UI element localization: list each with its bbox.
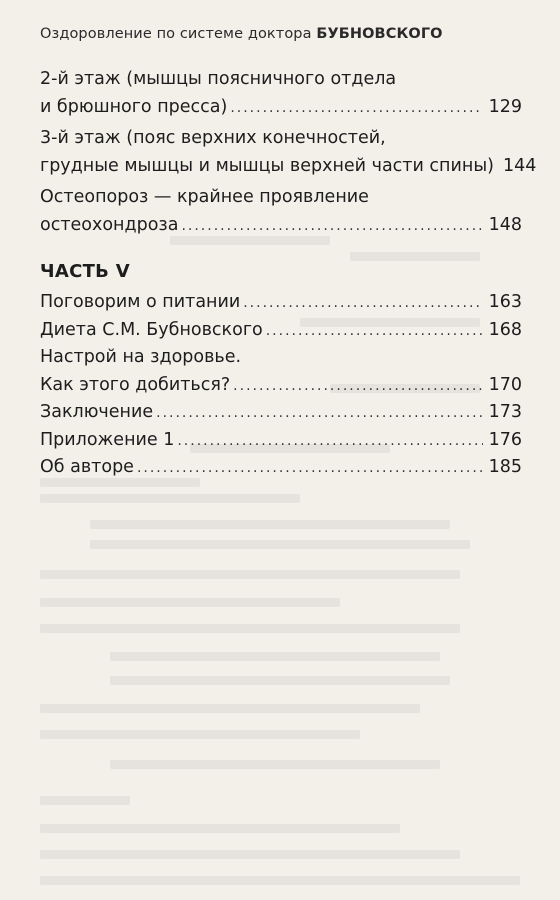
toc-entry-title: Заключение <box>40 402 154 422</box>
running-head <box>40 26 443 42</box>
toc-entry <box>40 184 522 239</box>
dot-leader <box>266 318 483 346</box>
toc-entry <box>40 125 537 180</box>
toc-entry-title: и брюшного пресса) <box>40 96 228 117</box>
dot-leader <box>181 213 482 241</box>
dot-leader <box>177 428 482 456</box>
toc-page-number: 129 <box>488 96 522 117</box>
toc-entry-title: Об авторе <box>40 457 134 477</box>
toc-entry-title: Настрой на здоровье. <box>40 347 242 367</box>
toc-entry <box>40 66 522 121</box>
toc-entry <box>40 344 522 399</box>
dot-leader <box>137 455 483 483</box>
toc-entry-title: Поговорим о питании <box>40 292 241 312</box>
toc-entry-title: Как этого добиться? <box>40 374 231 395</box>
toc-page-number: 168 <box>488 319 522 340</box>
dot-leader <box>233 373 482 401</box>
toc-entry <box>40 399 522 427</box>
section-heading: ЧАСТЬ V <box>40 261 130 282</box>
table-of-contents <box>40 66 537 482</box>
toc-page-number: 148 <box>488 214 522 235</box>
toc-page-number: 176 <box>488 429 522 450</box>
toc-page-number: 163 <box>488 292 522 312</box>
toc-page-number: 144 <box>502 155 537 176</box>
toc-entry <box>40 289 522 317</box>
dot-leader <box>156 400 482 428</box>
toc-entry-title: 2-й этаж (мышцы поясничного отдела <box>40 69 397 89</box>
running-head-author: БУБНОВСКОГО <box>316 26 443 42</box>
toc-entry-title: Диета С.М. Бубновского <box>40 319 263 340</box>
toc-entry-title: грудные мышцы и мышцы верхней части спины) <box>40 155 494 176</box>
toc-entry-title: 3-й этаж (пояс верхних конечностей, <box>40 128 386 148</box>
dot-leader <box>243 290 482 318</box>
toc-page-number: 173 <box>488 402 522 422</box>
dot-leader <box>230 95 482 123</box>
toc-entry-title: Приложение 1 <box>40 429 175 450</box>
toc-entry <box>40 427 522 455</box>
toc-entry <box>40 317 522 345</box>
running-head-prefix: Оздоровление по системе доктора <box>40 26 312 42</box>
toc-entry-title: Остеопороз — крайнее проявление <box>40 187 369 207</box>
toc-page-number: 170 <box>488 374 522 395</box>
toc-entry-title: остеохондроза <box>40 214 179 235</box>
toc-entry <box>40 454 522 482</box>
toc-page-number: 185 <box>488 457 522 477</box>
